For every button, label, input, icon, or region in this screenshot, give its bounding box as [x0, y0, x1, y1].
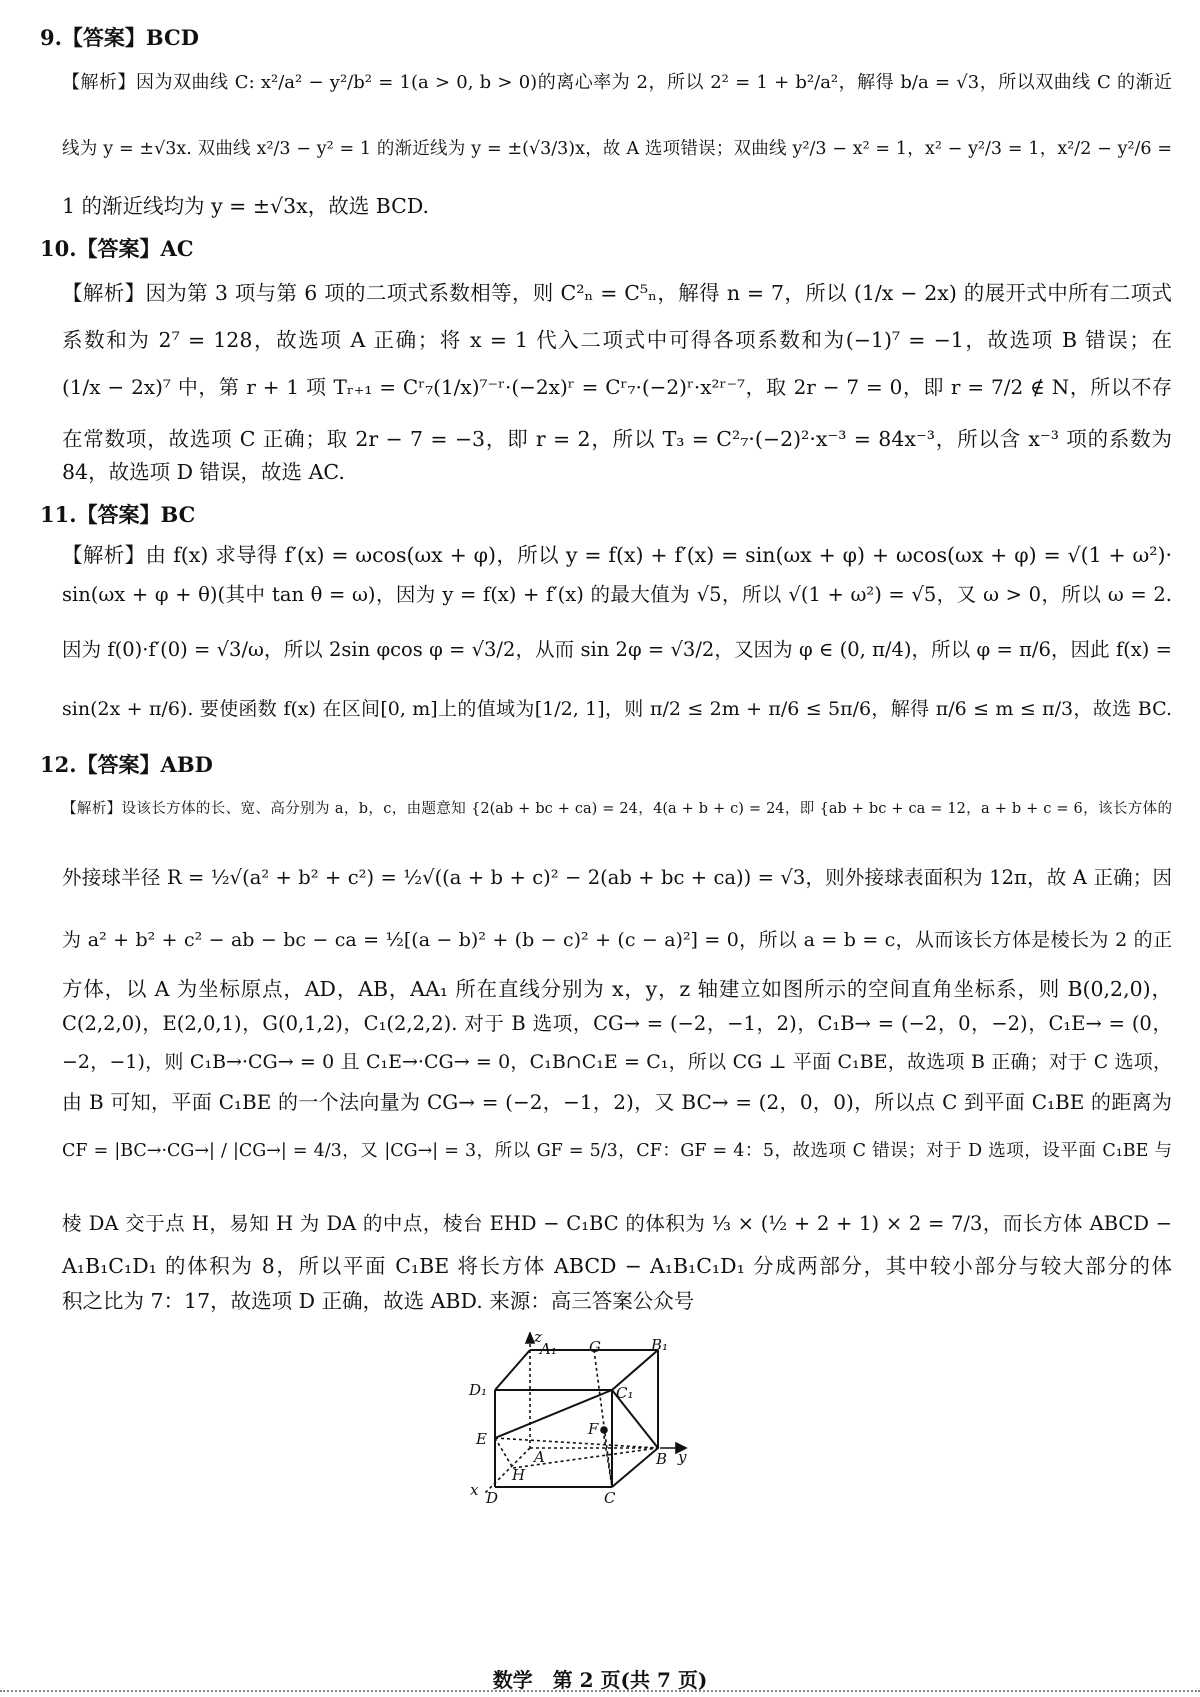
page-footer: 数学 第 2 页(共 7 页) — [492, 1668, 708, 1692]
label-y: y — [678, 1448, 687, 1466]
q12-line-3: 为 a² + b² + c² − ab − bc − ca = ½[(a − b)² + (b − c)² + (c − a)²] = 0，所以 a = b = c，从而该长方体是棱长为 2 的正 — [62, 929, 1172, 951]
q12-line-4: 方体，以 A 为坐标原点，AD，AB，AA₁ 所在直线分别为 x，y，z 轴建立如图所示的空间直角坐标系，则 B(0,2,0)， — [62, 977, 1172, 1001]
q11-line-1: 【解析】由 f(x) 求导得 f′(x) = ωcos(ωx + φ)，所以 y = f(x) + f′(x) = sin(ωx + φ) + ωcos(ωx + φ) = √(1 + ω²)· — [62, 543, 1172, 567]
label-d: D — [486, 1489, 499, 1507]
label-f: F — [588, 1420, 599, 1438]
q10-line-5: 84，故选项 D 错误，故选 AC. — [62, 460, 345, 484]
q10-line-4: 在常数项，故选项 C 正确；取 2r − 7 = −3，即 r = 2，所以 T₃ = C²₇·(−2)²·x⁻³ = 84x⁻³，所以含 x⁻³ 项的系数为 — [62, 427, 1172, 451]
q9-answer: 9.【答案】BCD — [40, 25, 199, 50]
q11-line-4: sin(2x + π/6). 要使函数 f(x) 在区间[0, m]上的值域为[1/2, 1]，则 π/2 ≤ 2m + π/6 ≤ 5π/6，解得 π/6 ≤ m ≤ π/3，故选 BC. — [62, 698, 1172, 720]
q12-line-5: C(2,2,0)，E(2,0,1)，G(0,1,2)，C₁(2,2,2). 对于 B 选项，CG→ = (−2，−1，2)，C₁B→ = (−2，0，−2)，C₁E→ = (0， — [62, 1012, 1172, 1035]
label-z: z — [534, 1332, 542, 1346]
q10-line-2: 系数和为 2⁷ = 128，故选项 A 正确；将 x = 1 代入二项式中可得各项系数和为(−1)⁷ = −1，故选项 B 错误；在 — [62, 328, 1172, 352]
q10-answer: 10.【答案】AC — [40, 236, 194, 261]
label-a: A — [534, 1448, 545, 1466]
q12-answer: 12.【答案】ABD — [40, 752, 213, 777]
label-e: E — [476, 1430, 487, 1448]
label-c: C — [604, 1489, 616, 1507]
bottom-rule — [0, 1690, 1200, 1692]
q11-line-2: sin(ωx + φ + θ)(其中 tan θ = ω)，因为 y = f(x) + f′(x) 的最大值为 √5，所以 √(1 + ω²) = √5，又 ω > 0，所以 ω = 2. — [62, 583, 1172, 606]
cube-figure — [460, 1332, 700, 1572]
q9-line-2: 线为 y = ±√3x. 双曲线 x²/3 − y² = 1 的渐近线为 y = ±(√3/3)x，故 A 选项错误；双曲线 y²/3 − x² = 1，x² − y²/3 = 1，x²/2 − y²/6 = — [62, 139, 1172, 159]
label-a1: A₁ — [540, 1340, 557, 1358]
q12-line-9: 棱 DA 交于点 H，易知 H 为 DA 的中点，棱台 EHD − C₁BC 的体积为 ⅓ × (½ + 2 + 1) × 2 = 7/3，而长方体 ABCD − — [62, 1212, 1172, 1235]
q12-line-6: −2，−1)，则 C₁B→·CG→ = 0 且 C₁E→·CG→ = 0，C₁B∩C₁E = C₁，所以 CG ⊥ 平面 C₁BE，故选项 B 正确；对于 C 选项， — [62, 1051, 1172, 1073]
label-b1: B₁ — [651, 1336, 669, 1354]
label-h: H — [512, 1466, 526, 1484]
q9-line-3: 1 的渐近线均为 y = ±√3x，故选 BCD. — [62, 194, 430, 218]
label-x: x — [470, 1481, 479, 1499]
q11-line-3: 因为 f(0)·f′(0) = √3/ω，所以 2sin φcos φ = √3/2，从而 sin 2φ = √3/2，又因为 φ ∈ (0, π/4)，所以 φ = π/6，因此 f(x) = — [62, 638, 1172, 661]
q12-line-8: CF = |BC→·CG→| / |CG→| = 4/3，又 |CG→| = 3，所以 GF = 5/3，CF：GF = 4：5，故选项 C 错误；对于 D 选项，设平面 C₁BE 与 — [62, 1141, 1172, 1161]
q12-line-7: 由 B 可知，平面 C₁BE 的一个法向量为 CG→ = (−2，−1，2)，又 BC→ = (2，0，0)，所以点 C 到平面 C₁BE 的距离为 — [62, 1090, 1172, 1114]
label-g: G — [589, 1338, 601, 1356]
q12-line-2: 外接球半径 R = ½√(a² + b² + c²) = ½√((a + b + c)² − 2(ab + bc + ca)) = √3，则外接球表面积为 12π，故 A 正确；因 — [62, 866, 1172, 889]
q11-answer: 11.【答案】BC — [40, 502, 196, 527]
q10-line-3: (1/x − 2x)⁷ 中，第 r + 1 项 Tᵣ₊₁ = Cʳ₇(1/x)⁷⁻ʳ·(−2x)ʳ = Cʳ₇·(−2)ʳ·x²ʳ⁻⁷，取 2r − 7 = 0，即 r = 7/2 ∉ N，所以不存 — [62, 375, 1172, 399]
label-c1: C₁ — [616, 1384, 634, 1402]
q9-line-1: 【解析】因为双曲线 C: x²/a² − y²/b² = 1(a > 0, b > 0)的离心率为 2，所以 2² = 1 + b²/a²，解得 b/a = √3，所以双曲线 C 的渐近 — [62, 72, 1172, 93]
label-d1: D₁ — [469, 1381, 488, 1399]
q10-line-1: 【解析】因为第 3 项与第 6 项的二项式系数相等，则 C²ₙ = C⁵ₙ，解得 n = 7，所以 (1/x − 2x) 的展开式中所有二项式 — [62, 281, 1172, 305]
q12-line-11: 积之比为 7：17，故选项 D 正确，故选 ABD. 来源：高三答案公众号 — [62, 1289, 695, 1313]
label-b: B — [656, 1450, 668, 1468]
q12-line-10: A₁B₁C₁D₁ 的体积为 8，所以平面 C₁BE 将长方体 ABCD − A₁B₁C₁D₁ 分成两部分，其中较小部分与较大部分的体 — [62, 1254, 1172, 1278]
q12-line-1: 【解析】设该长方体的长、宽、高分别为 a，b，c，由题意知 {2(ab + bc + ca) = 24，4(a + b + c) = 24，即 {ab + bc + ca = 12，a + b + c = 6，该长方体的 — [62, 801, 1172, 817]
